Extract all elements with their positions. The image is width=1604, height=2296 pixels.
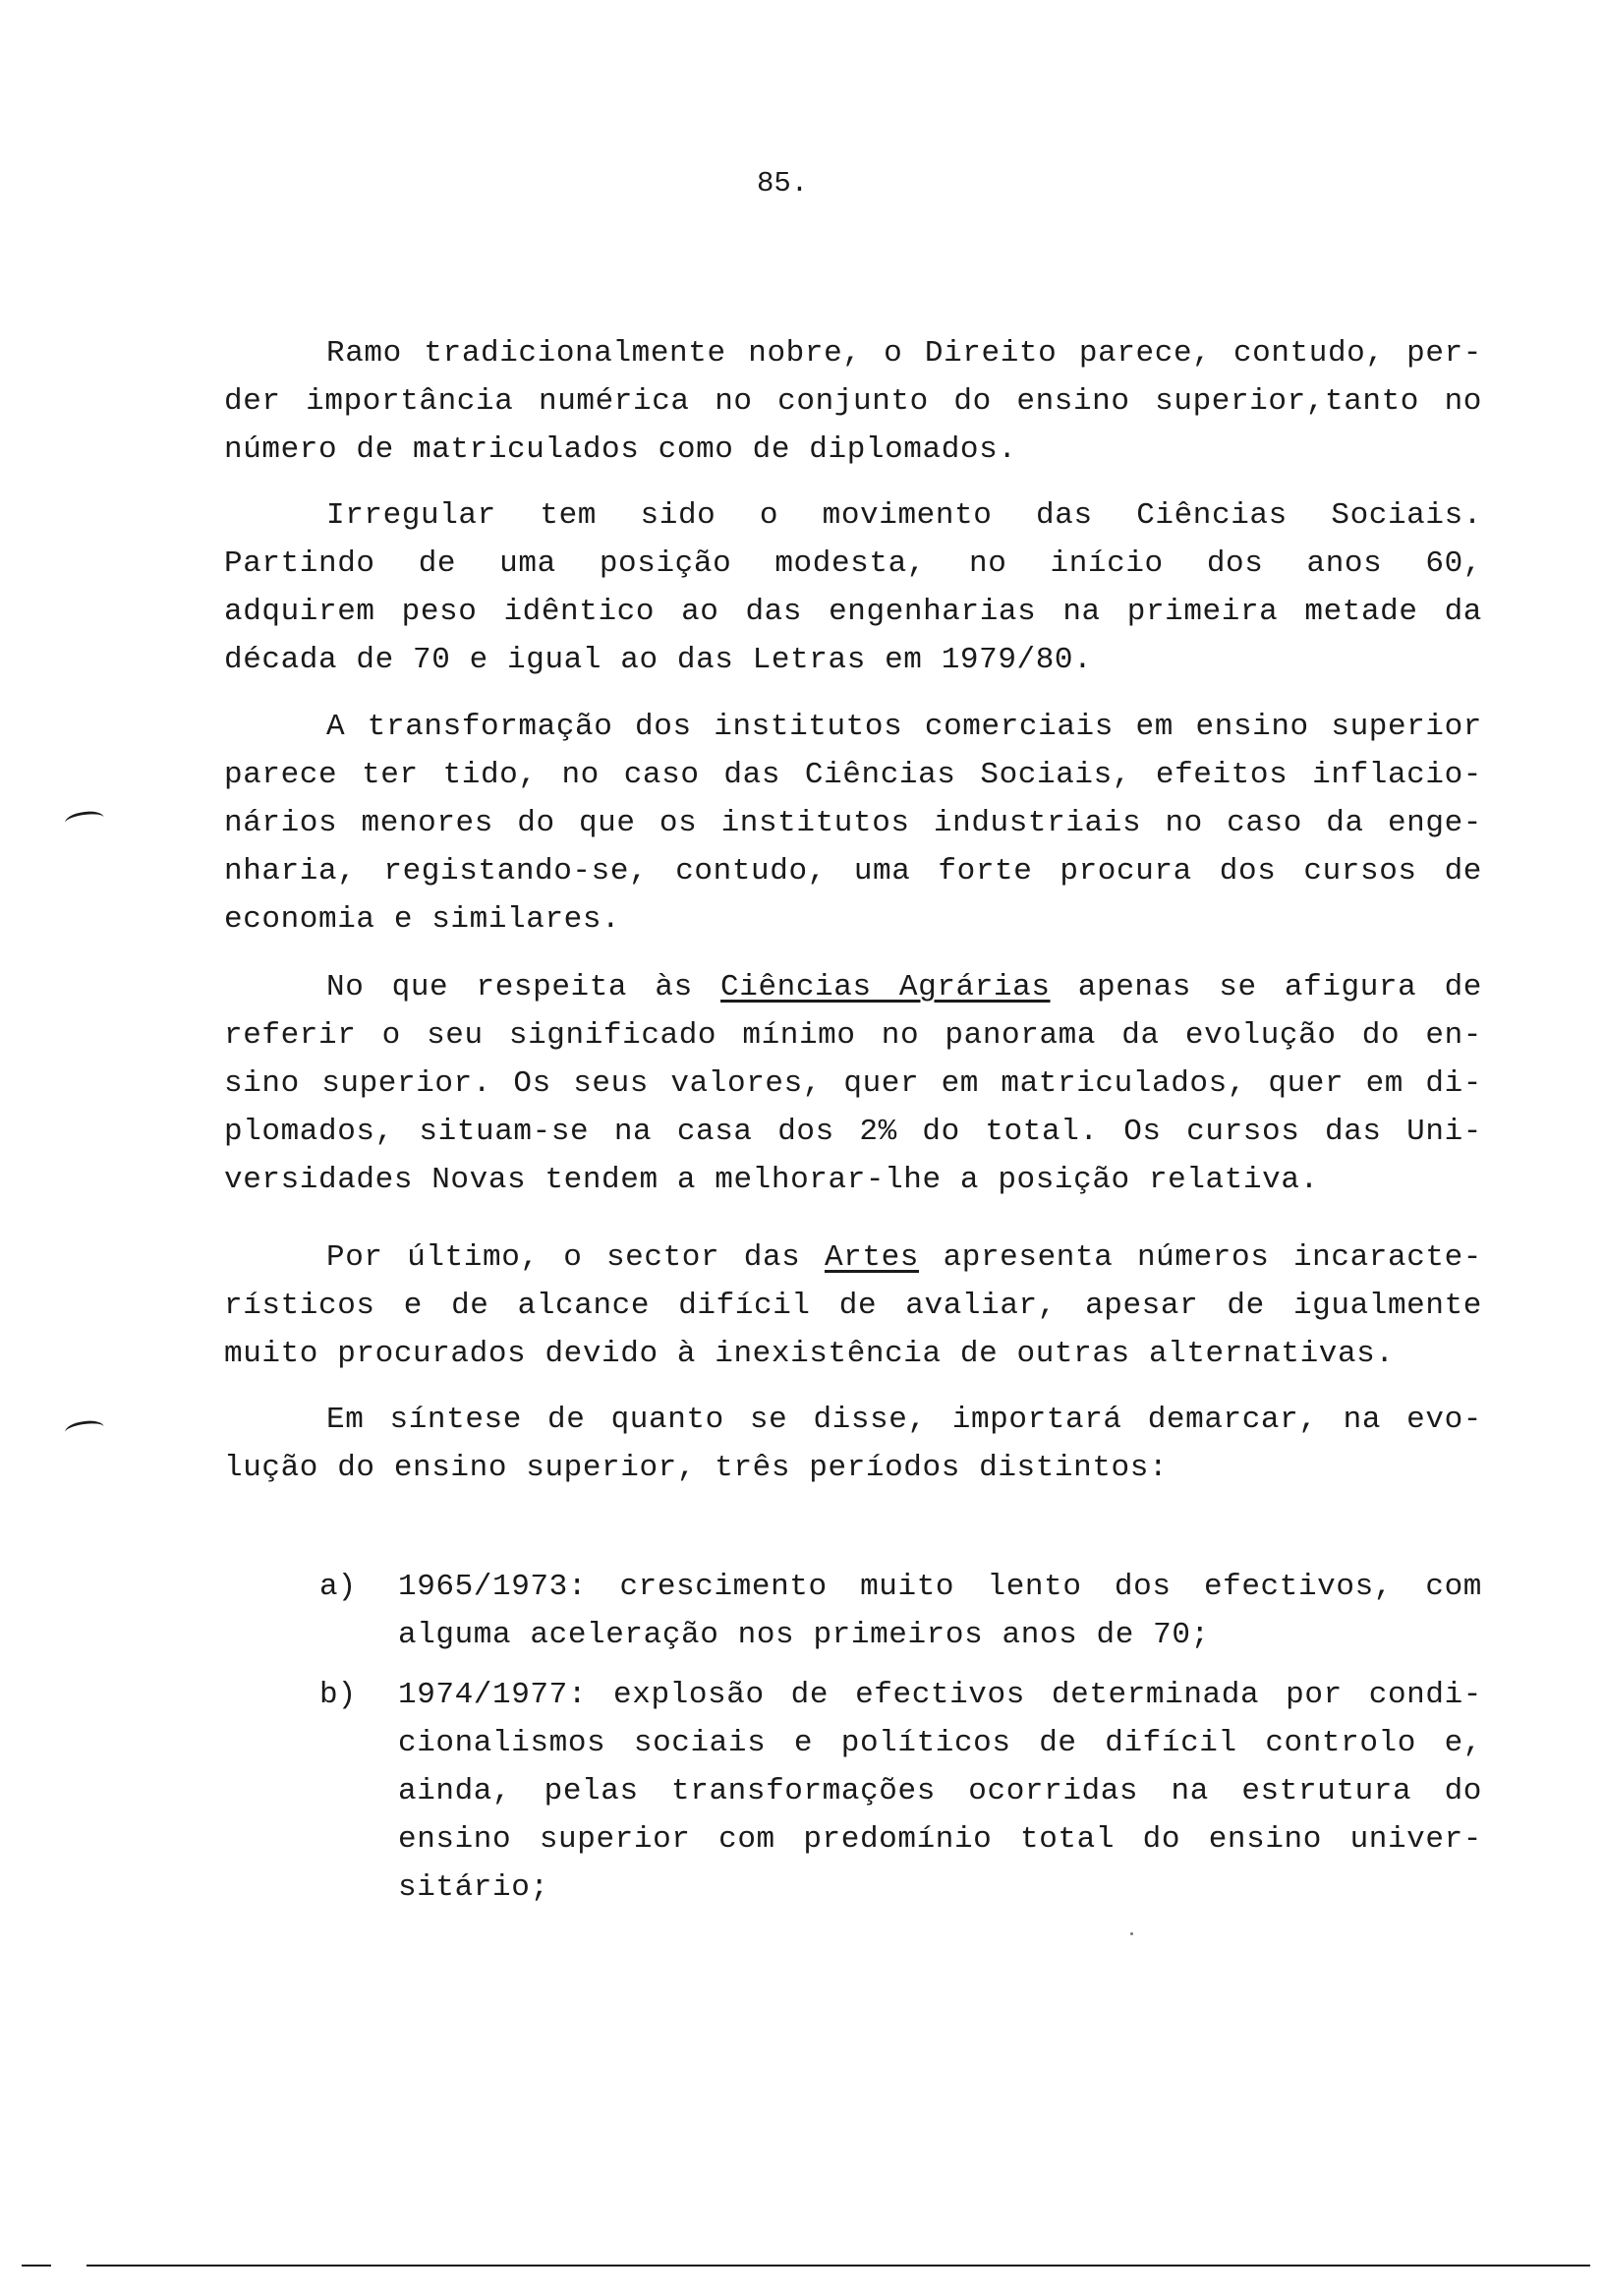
text-line: ainda, pelas transformações ocorridas na estrutura do xyxy=(398,1774,1482,1808)
text-line: versidades Novas tendem a melhorar-lhe a posição relativa. xyxy=(224,1163,1319,1197)
text-line: nários menores do que os institutos industriais no caso da enge- xyxy=(224,806,1482,840)
paragraph-artes xyxy=(224,1234,1482,1378)
text-line: referir o seu significado mínimo no panorama da evolução do en- xyxy=(224,1018,1482,1053)
paragraph-institutos-comerciais xyxy=(224,703,1482,944)
text-line: cionalismos sociais e políticos de difícil controlo e, xyxy=(398,1726,1482,1760)
text-line: adquirem peso idêntico ao das engenharias na primeira metade da xyxy=(224,595,1482,629)
text-line: lução do ensino superior, três períodos distintos: xyxy=(224,1451,1169,1485)
text-line: 1974/1977: explosão de efectivos determinada por condi- xyxy=(398,1678,1482,1712)
text-line: der importância numérica no conjunto do ensino superior,tanto no xyxy=(224,384,1482,419)
text-line: parece ter tido, no caso das Ciências Sociais, efeitos inflacio- xyxy=(224,758,1482,792)
text-line: nharia, registando-se, contudo, uma forte procura dos cursos de xyxy=(224,854,1482,889)
punch-hole-mark xyxy=(64,809,105,831)
text-line: muito procurados devido à inexistência de outras alternativas. xyxy=(224,1337,1395,1371)
text-line: Em síntese de quanto se disse, importará demarcar, na evo- xyxy=(326,1403,1482,1437)
footer-rule xyxy=(86,2265,1590,2267)
footer-rule-short xyxy=(22,2265,51,2267)
text-line xyxy=(224,963,1482,1011)
text-line: sino superior. Os seus valores, quer em matriculados, quer em di- xyxy=(224,1066,1482,1101)
text-line: A transformação dos institutos comerciais em ensino superior xyxy=(326,710,1482,744)
text-line: número de matriculados como de diplomados. xyxy=(224,432,1017,467)
page-number: 85. xyxy=(757,167,809,200)
text-line: Irregular tem sido o movimento das Ciências Sociais. xyxy=(326,498,1482,533)
text-line: ensino superior com predomínio total do ensino univer- xyxy=(398,1822,1482,1857)
text-line: 1965/1973: crescimento muito lento dos efectivos, com xyxy=(398,1570,1482,1604)
list-item-label: a) xyxy=(319,1570,357,1604)
text-line: Ramo tradicionalmente nobre, o Direito parece, contudo, per- xyxy=(326,336,1482,371)
list-item xyxy=(398,1671,1482,1912)
scan-speck xyxy=(1130,1932,1133,1935)
text-line xyxy=(224,1234,1482,1282)
paragraph-sintese xyxy=(224,1396,1482,1492)
underlined-term: Artes xyxy=(824,1240,919,1275)
list-item xyxy=(398,1563,1482,1659)
text-line: economia e similares. xyxy=(224,902,621,937)
paragraph-ciencias-agrarias xyxy=(224,963,1482,1204)
text-run: No que respeita às xyxy=(326,970,721,1004)
text-run: apresenta números incaracte- xyxy=(918,1240,1483,1275)
text-run: apenas se afigura de xyxy=(1050,970,1482,1004)
list-item-label: b) xyxy=(319,1678,357,1712)
text-run: Por último, o sector das xyxy=(326,1240,825,1275)
paragraph-direito xyxy=(224,329,1482,474)
text-line: alguma aceleração nos primeiros anos de 70; xyxy=(398,1618,1210,1652)
text-line: rísticos e de alcance difícil de avaliar, apesar de igualmente xyxy=(224,1289,1482,1323)
underlined-term: Ciências Agrárias xyxy=(720,970,1051,1004)
text-line: Partindo de uma posição modesta, no início dos anos 60, xyxy=(224,546,1482,581)
text-line: década de 70 e igual ao das Letras em 1979/80. xyxy=(224,643,1093,677)
punch-hole-mark xyxy=(64,1418,105,1440)
paragraph-ciencias-sociais xyxy=(224,491,1482,684)
text-line: plomados, situam-se na casa dos 2% do total. Os cursos das Uni- xyxy=(224,1115,1482,1149)
text-line: sitário; xyxy=(398,1870,549,1905)
